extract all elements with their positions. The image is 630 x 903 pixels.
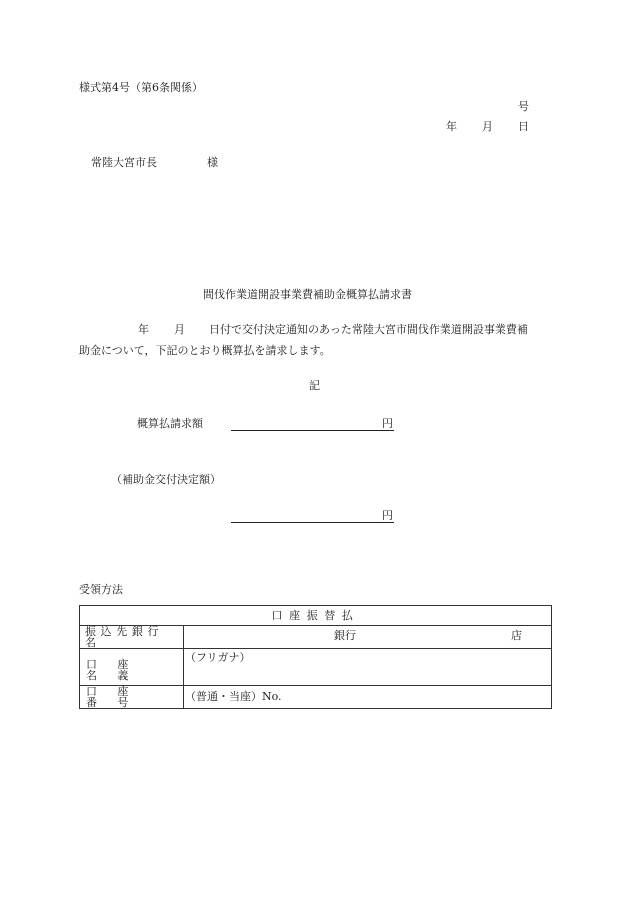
number-label: 号	[518, 100, 529, 113]
account-transfer-table	[79, 605, 552, 709]
account-number-value: （普通・当座）No.	[185, 690, 282, 703]
document-title: 間伐作業道開設事業費補助金概算払請求書	[203, 288, 412, 301]
account-number-label: 口座番号	[86, 685, 149, 709]
addressee-honorific: 様	[207, 156, 218, 169]
bank-name-label-cell	[80, 626, 184, 649]
body-year-label: 年	[138, 323, 149, 336]
decision-amount-field-line	[231, 522, 394, 523]
decision-amount-label: （補助金交付決定額）	[111, 473, 221, 486]
bank-name-label: 振込先銀行名	[85, 625, 164, 649]
request-amount-unit: 円	[382, 417, 393, 430]
account-number-label-cell	[80, 686, 184, 709]
form-id: 様式第4号（第6条関係）	[79, 81, 203, 94]
date-year-label: 年	[446, 120, 457, 133]
account-number-input-cell[interactable]	[184, 686, 552, 709]
transfer-header: 口座振替払	[271, 609, 360, 622]
date-day-label: 日	[518, 120, 529, 133]
decision-amount-unit: 円	[382, 509, 393, 522]
holder-label-cell	[80, 649, 184, 686]
transfer-header-cell	[80, 606, 552, 626]
request-amount-label: 概算払請求額	[137, 417, 203, 430]
holder-input-cell[interactable]	[184, 649, 552, 686]
body-line2: 助金について，下記のとおり概算払を請求します。	[79, 344, 331, 357]
addressee-name: 常陸大宮市長	[91, 156, 157, 169]
ki-heading: 記	[309, 379, 320, 392]
request-amount-field-line	[231, 430, 394, 431]
receipt-method-label: 受領方法	[79, 583, 123, 596]
holder-label: 口座名義	[86, 658, 149, 682]
bank-suffix: 銀行	[334, 629, 356, 642]
bank-name-input-cell[interactable]	[184, 626, 552, 649]
furigana-label: （フリガナ）	[185, 651, 251, 664]
body-month-label: 月	[174, 323, 185, 336]
date-month-label: 月	[482, 120, 493, 133]
body-line1: 日付で交付決定通知のあった常陸大宮市間伐作業道開設事業費補	[209, 323, 528, 336]
branch-suffix: 店	[511, 629, 522, 642]
